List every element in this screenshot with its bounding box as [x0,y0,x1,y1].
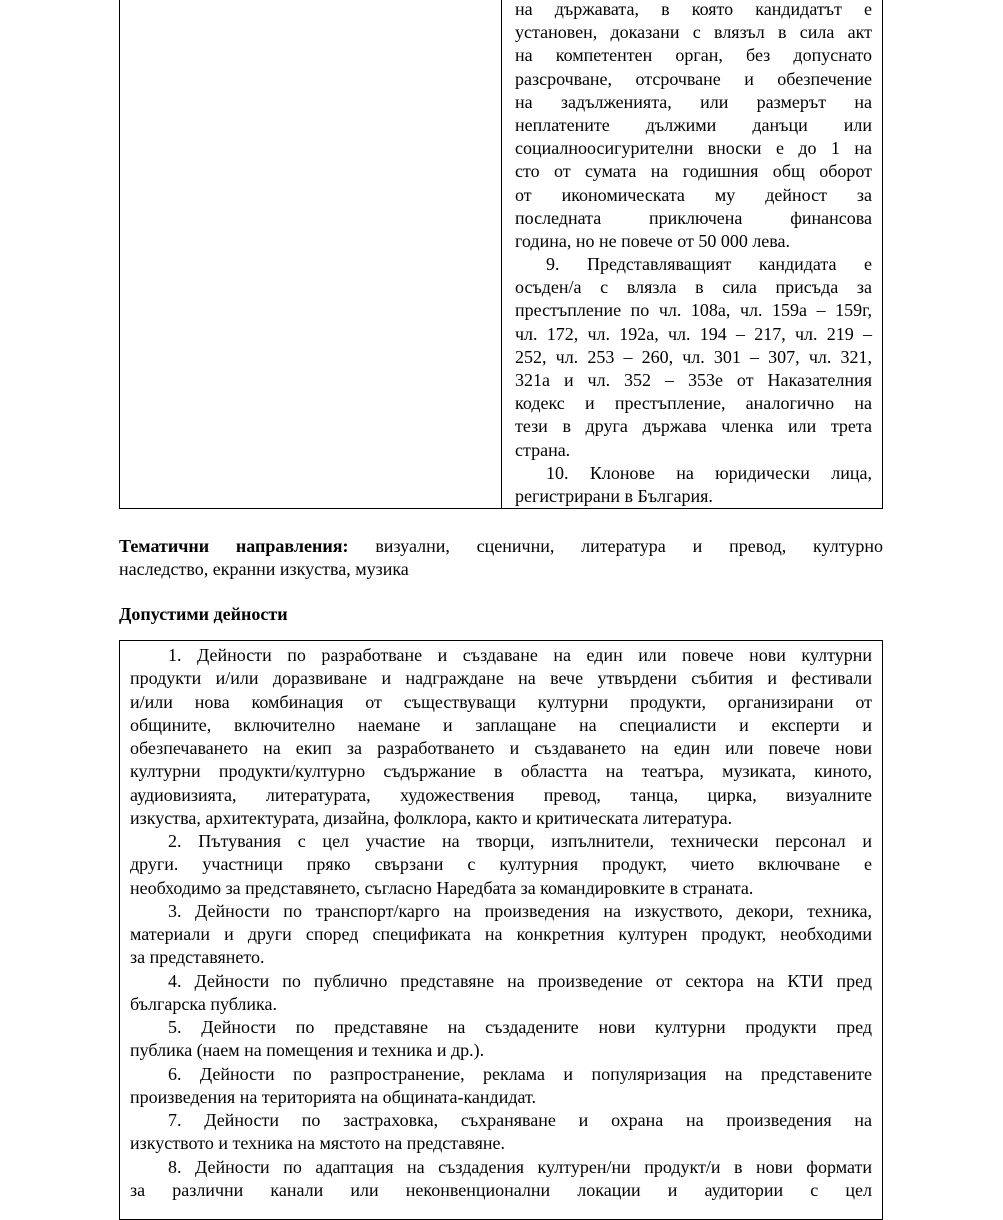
eligible-activities-box [119,640,883,1220]
table-text-line: социалноосигурителни вноски е до 1 на [515,138,872,159]
table-text-line: тези в друга държава членка или трета [515,416,872,437]
activity-text-line: 8. Дейности по адаптация на създадения културен/ни продукт/и в нови формати [168,1156,872,1177]
activity-text-line: културни продукти/културно съдържание в областта на театъра, музиката, киното, [130,761,872,782]
table-text-line: страна. [515,439,571,460]
activity-text-line: изкуства, архитектурата, дизайна, фолклора, както и критическата литература. [130,807,733,828]
table-text-line: от икономическата му дейност за [515,184,872,205]
table-text-line: регистрирани в България. [515,485,713,506]
activity-text-line: и/или нова комбинация от съществуващи културни продукти, организирани от [130,691,872,712]
table-text-line: 321а и чл. 352 – 353е от Наказателния [515,370,872,390]
table-text-line: чл. 172, чл. 192а, чл. 194 – 217, чл. 219 – [515,323,872,344]
activity-text-line: аудиовизията, литературата, художествения превод, танца, цирка, визуалните [130,784,872,805]
activity-text-line: за различни канали или неконвенционални локации и аудитории с цел [130,1179,872,1200]
activity-text-line: 4. Дейности по публично представяне на произведение от сектора на КТИ пред [168,970,872,991]
table-text-line: на компетентен орган, без допуснато [515,45,872,66]
table-text-line: 252, чл. 253 – 260, чл. 301 – 307, чл. 321, [515,346,872,367]
table-text-line: сто от сумата на годишния общ оборот [515,161,872,182]
activity-text-line: изкуството и техника на мястото на представяне. [130,1133,506,1154]
activity-text-line: 5. Дейности по представяне на създадените нови културни продукти пред [168,1017,872,1037]
table-text-line: осъден/а с влязла в сила присъда за [515,277,872,298]
table-text-line: неплатените дължими данъци или [515,114,872,135]
table-text-line: на държавата, в която кандидатът е [515,0,872,19]
activity-text-line: 6. Дейности по разпространение, реклама и популяризация на представените [168,1063,872,1084]
activity-text-line: 1. Дейности по разработване и създаване на един или повече нови културни [168,645,872,665]
table-text-line: година, но не повече от 50 000 лева. [515,230,791,251]
activity-text-line: 7. Дейности по застраховка, съхраняване и охрана на произведения на [168,1110,872,1130]
eligibility-table-fragment [119,0,883,509]
section-heading: Допустими дейности [119,604,288,624]
table-right-cell [502,0,882,508]
table-text-line: кодекс и престъпление, аналогично на [515,393,872,414]
activity-text-line: произведения на територията на общината-кандидат. [130,1086,537,1107]
table-text-line: последната приключена финансова [515,207,872,228]
table-text-line: 9. Представляващият кандидата е [546,254,872,275]
activity-text-line: българска публика. [130,993,278,1014]
activity-text-line: други. участници пряко свързани с културния продукт, чието включване е [130,854,872,875]
table-text-line: установен, доказани с влязъл в сила акт [515,22,872,43]
table-text-line: на задълженията, или размерът на [515,91,872,112]
table-text-line: 10. Клонове на юридически лица, [546,462,872,483]
activity-text-line: публика (наем на помещения и техника и др.). [130,1040,485,1061]
activity-text-line: общините, включително наемане и заплащане на специалисти и експерти и [130,714,872,735]
activity-text-line: обезпечаването на екип за разработването и създаването на един или повече нови [130,738,872,758]
table-left-cell [120,0,502,508]
thematic-label: Тематични направления: [119,536,349,556]
table-text-line: престъпление по чл. 108а, чл. 159а – 159г, [515,300,872,321]
activity-text-line: 3. Дейности по транспорт/карго на произведения на изкуството, декори, техника, [168,900,872,921]
activity-text-line: материали и други според спецификата на конкретния културен продукт, необходими [130,924,872,944]
thematic-values-1: визуални, сценични, литература и превод, културно [348,536,883,556]
thematic-directions [119,535,883,581]
table-text-line: разсрочване, отсрочване и обезпечение [515,68,872,89]
activity-text-line: 2. Пътувания с цел участие на творци, изпълнители, технически персонал и [168,831,872,851]
activity-text-line: необходимо за представянето, съгласно Наредбата за командировките в страната. [130,877,754,898]
activity-text-line: продукти и/или доразвиване и надграждане на вече утвърдени събития и фестивали [130,668,872,689]
thematic-line-2: наследство, екранни изкуства, музика [119,559,409,579]
thematic-line-1 [119,535,883,558]
activity-text-line: за представянето. [130,947,265,968]
